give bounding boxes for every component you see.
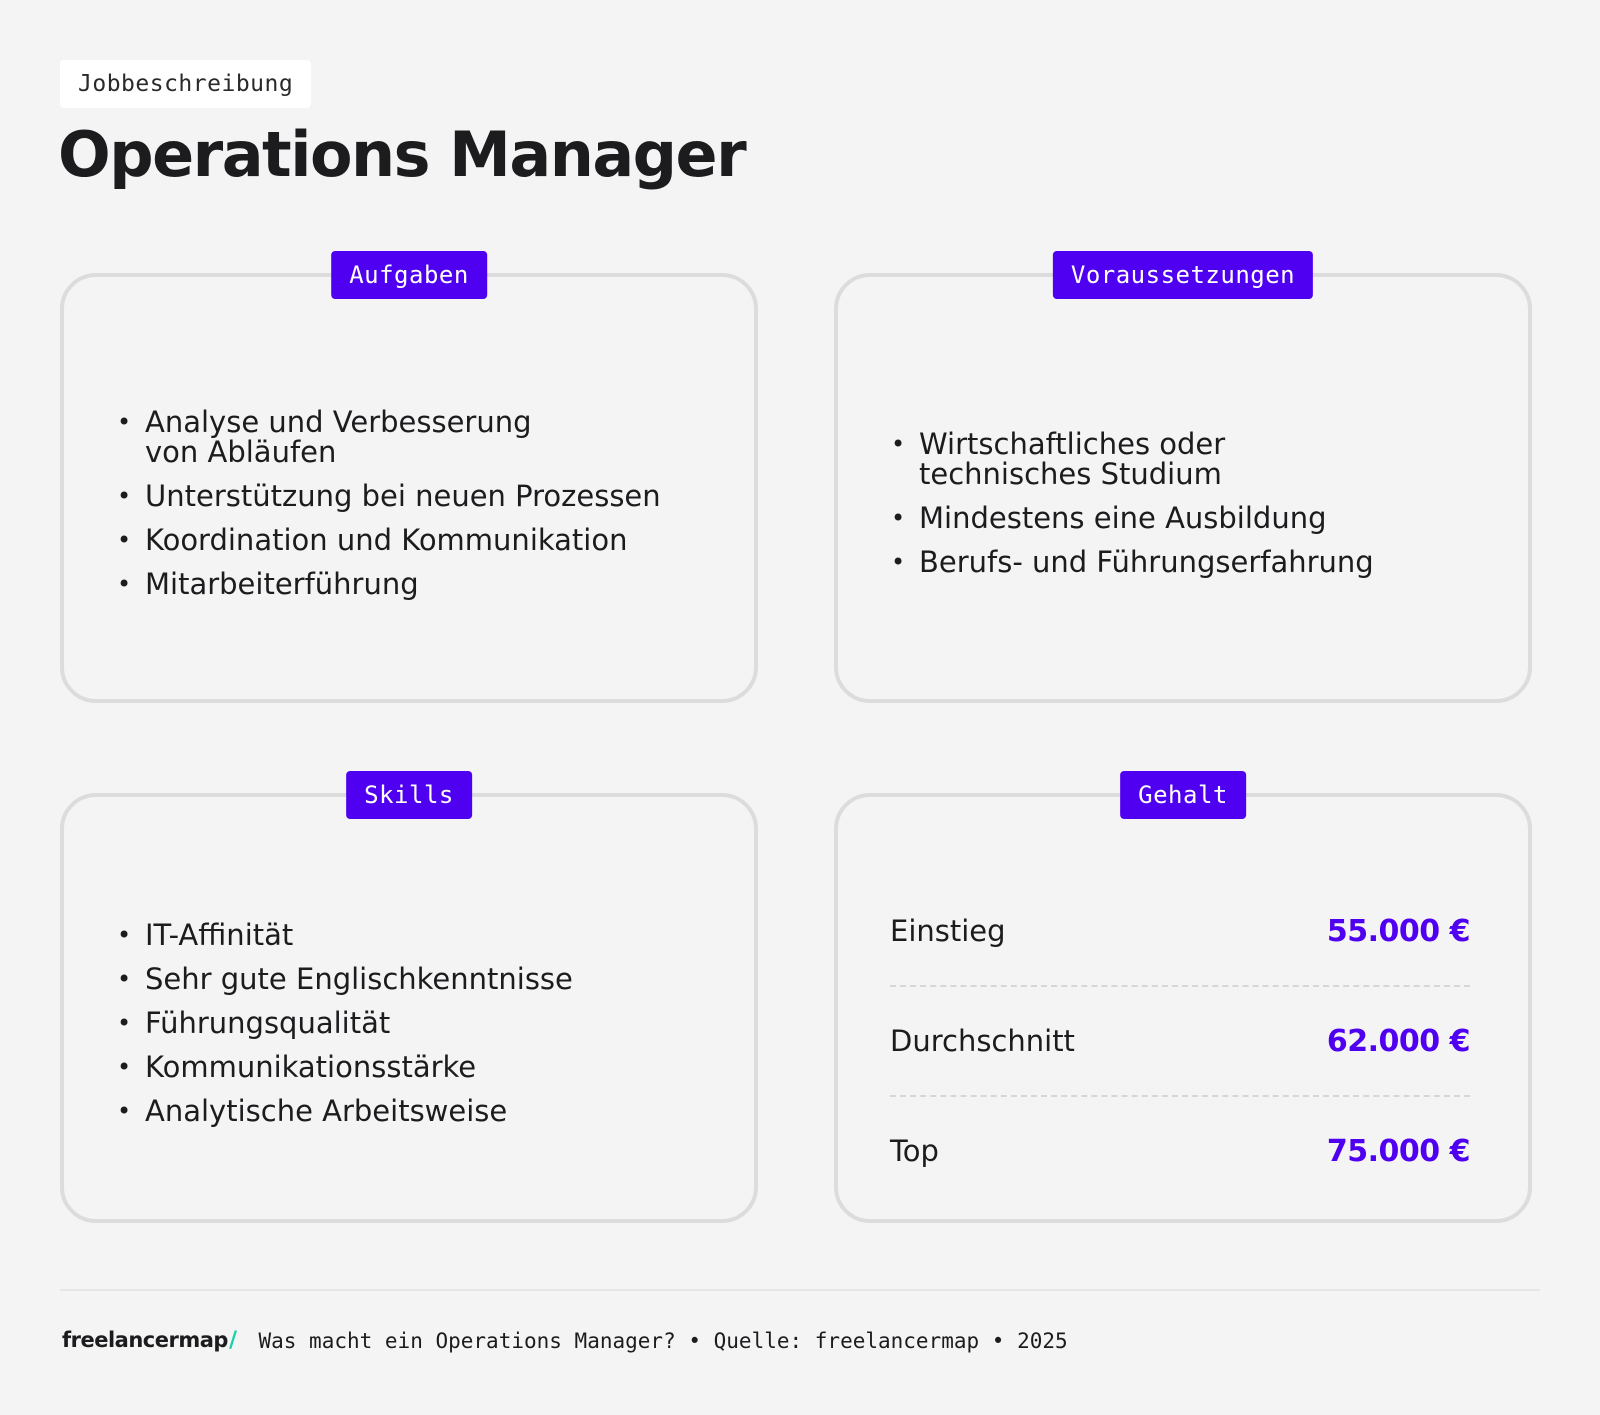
footer-divider — [60, 1289, 1540, 1291]
salary-value: 62.000 € — [1326, 1023, 1470, 1059]
card-tag-aufgaben: Aufgaben — [331, 251, 487, 299]
footer-caption: Was macht ein Operations Manager? • Quelle: freelancermap • 2025 — [258, 1328, 1068, 1353]
page-title: Operations Manager — [58, 118, 746, 191]
skills-item: • Kommunikationsstärke — [114, 1052, 704, 1082]
logo-text: freelancermap — [62, 1328, 228, 1352]
card-tag-skills: Skills — [346, 771, 472, 819]
eyebrow-label: Jobbeschreibung — [60, 60, 311, 108]
card-aufgaben — [60, 261, 758, 703]
salary-value: 75.000 € — [1326, 1133, 1470, 1169]
salary-label: Durchschnitt — [890, 1024, 1075, 1058]
salary-value: 55.000 € — [1326, 913, 1470, 949]
card-tag-gehalt: Gehalt — [1120, 771, 1246, 819]
skills-item: • Sehr gute Englischkenntnisse — [114, 964, 704, 994]
aufgaben-list — [114, 407, 704, 599]
aufgaben-item: • Koordination und Kommunikation — [114, 525, 704, 555]
voraussetzungen-list — [888, 429, 1478, 577]
salary-table — [890, 877, 1470, 1205]
voraussetzungen-item: • Wirtschaftliches oder technisches Studium — [888, 429, 1478, 489]
aufgaben-item: • Mitarbeiterführung — [114, 569, 704, 599]
aufgaben-item: • Analyse und Verbesserung von Abläufen — [114, 407, 704, 467]
brand-logo[interactable] — [62, 1328, 236, 1353]
skills-list — [114, 920, 704, 1126]
card-skills — [60, 781, 758, 1223]
skills-item: • IT-Affinität — [114, 920, 704, 950]
aufgaben-item: • Unterstützung bei neuen Prozessen — [114, 481, 704, 511]
salary-row-durchschnitt — [890, 987, 1470, 1097]
card-tag-voraussetzungen: Voraussetzungen — [1053, 251, 1313, 299]
footer — [62, 1328, 1068, 1353]
salary-label: Top — [890, 1134, 939, 1168]
voraussetzungen-item: • Berufs- und Führungserfahrung — [888, 547, 1478, 577]
card-gehalt — [834, 781, 1532, 1223]
skills-item: • Analytische Arbeitsweise — [114, 1096, 704, 1126]
skills-item: • Führungsqualität — [114, 1008, 704, 1038]
salary-row-top — [890, 1097, 1470, 1205]
salary-label: Einstieg — [890, 914, 1006, 948]
logo-slash-icon: / — [228, 1328, 237, 1353]
card-voraussetzungen — [834, 261, 1532, 703]
voraussetzungen-item: • Mindestens eine Ausbildung — [888, 503, 1478, 533]
salary-row-einstieg — [890, 877, 1470, 987]
